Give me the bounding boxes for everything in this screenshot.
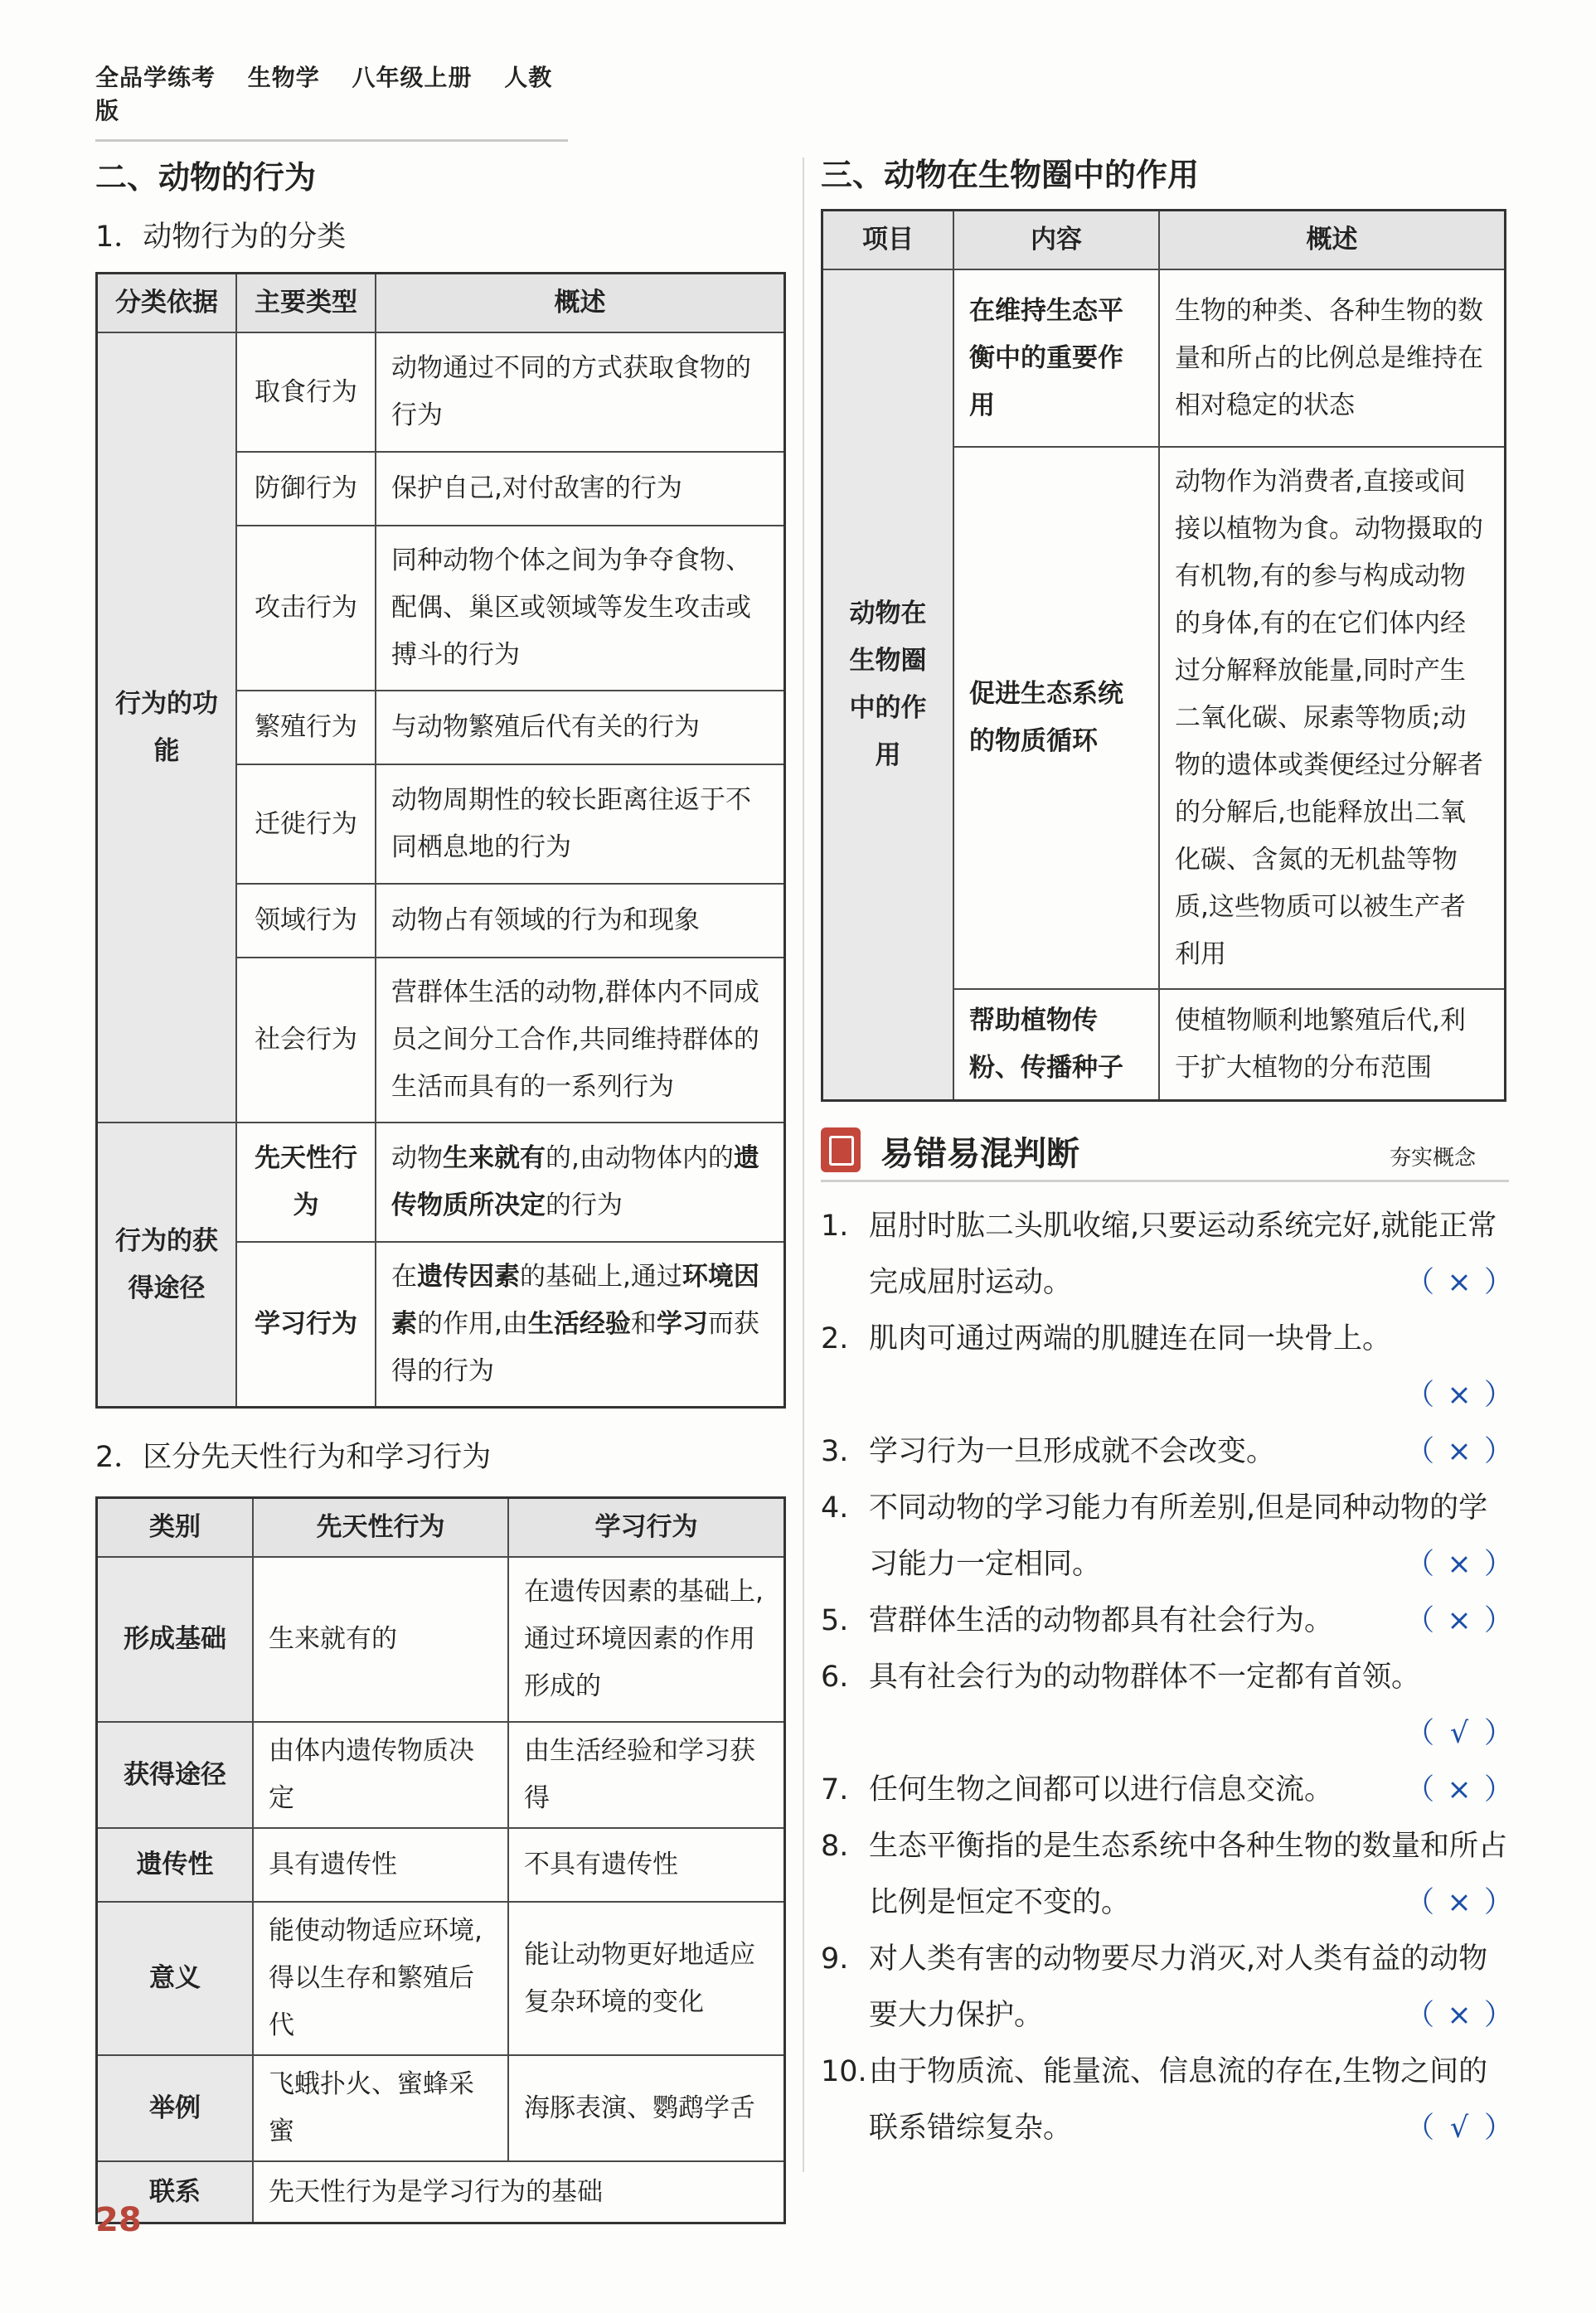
item-number: 6.	[821, 1661, 849, 1694]
list-item	[821, 1311, 1513, 1423]
answer-box: （ × ）	[1405, 1593, 1513, 1649]
list-item	[821, 1480, 1513, 1593]
desc-cell: 与动物繁殖后代有关的行为	[376, 691, 785, 764]
list-item	[821, 1423, 1513, 1480]
desc-cell: 动物占有领域的行为和现象	[376, 884, 785, 958]
category-cell: 遗传性	[97, 1828, 254, 1902]
learned-cell: 海豚表演、鹦鹉学舌	[508, 2055, 785, 2161]
list-item	[821, 1762, 1513, 1818]
innate-cell: 具有遗传性	[253, 1828, 508, 1902]
desc-innate: 动物生来就有的,由动物体内的遗传物质所决定的行为	[376, 1123, 785, 1242]
subsection-title-compare: 2．区分先天性行为和学习行为	[95, 1441, 492, 1474]
subsection-title-classification: 1．动物行为的分类	[95, 221, 347, 254]
link-cell: 先天性行为是学习行为的基础	[253, 2161, 785, 2223]
type-cell: 领域行为	[236, 884, 376, 958]
item-number: 8.	[821, 1830, 849, 1863]
answer-mark: ×	[1447, 1886, 1472, 1919]
desc-cell: 同种动物个体之间为争夺食物、配偶、巢区或领域等发生攻击或搏斗的行为	[376, 526, 785, 691]
list-item	[821, 1593, 1513, 1649]
group-acquisition: 行为的获得途径	[97, 1123, 237, 1408]
animal-roles-table	[821, 209, 1506, 1102]
item-number: 1.	[821, 1210, 849, 1243]
table-row	[97, 1123, 785, 1242]
item-text: 具有社会行为的动物群体不一定都有首领。	[869, 1661, 1421, 1694]
desc-cell: 动物作为消费者,直接或间接以植物为食。动物摄取的有机物,有的参与构成动物的身体,有的在它们体内经过分解释放能量,同时产生二氧化碳、尿素等物质;动物的遗体或粪便经过分解者的分解后,也能释放出二氧化碳、含氮的无机盐等物质,这些物质可以被生产者利用	[1159, 447, 1506, 989]
list-item	[821, 1649, 1513, 1762]
answer-box: （ × ）	[1405, 1423, 1513, 1480]
header-item: 项目	[822, 211, 954, 270]
desc-cell: 动物周期性的较长距离往返于不同栖息地的行为	[376, 764, 785, 884]
page-number: 28	[95, 2201, 142, 2239]
desc-cell: 营群体生活的动物,群体内不同成员之间分工合作,共同维持群体的生活而具有的一系列行为	[376, 958, 785, 1123]
category-cell: 联系	[97, 2161, 254, 2223]
learned-cell: 在遗传因素的基础上,通过环境因素的作用形成的	[508, 1557, 785, 1722]
header-type: 主要类型	[236, 274, 376, 333]
content-cell: 在维持生态平衡中的重要作用	[953, 269, 1159, 447]
header-summary: 概述	[376, 274, 785, 333]
learned-cell: 不具有遗传性	[508, 1828, 785, 1902]
answer-box: （ × ）	[1405, 1536, 1513, 1593]
group-function: 行为的功能	[97, 332, 237, 1123]
type-cell: 取食行为	[236, 332, 376, 452]
section-title-roles: 三、动物在生物圈中的作用	[821, 157, 1200, 193]
table-row	[97, 1722, 785, 1828]
table-row	[97, 1828, 785, 1902]
table-row	[97, 1557, 785, 1722]
desc-cell: 保护自己,对付敌害的行为	[376, 452, 785, 526]
answer-mark: ×	[1447, 1604, 1472, 1637]
banner-underline	[821, 1180, 1509, 1182]
desc-cell: 生物的种类、各种生物的数量和所占的比例总是维持在相对稳定的状态	[1159, 269, 1506, 447]
item-text: 生态平衡指的是生态系统中各种生物的数量和所占比例是恒定不变的。	[869, 1830, 1508, 1919]
header-summary: 概述	[1159, 211, 1506, 270]
answer-box: （ √ ）	[1405, 1705, 1513, 1762]
answer-box: （ √ ）	[1405, 2100, 1513, 2156]
item-number: 7.	[821, 1773, 849, 1806]
table-row	[97, 1902, 785, 2055]
answer-mark: √	[1449, 1717, 1469, 1750]
column-divider	[803, 158, 804, 2172]
list-item	[821, 1198, 1513, 1311]
type-cell: 攻击行为	[236, 526, 376, 691]
learned-cell: 能让动物更好地适应复杂环境的变化	[508, 1902, 785, 2055]
item-number: 5.	[821, 1604, 849, 1637]
item-text: 任何生物之间都可以进行信息交流。	[869, 1773, 1334, 1806]
innate-cell: 生来就有的	[253, 1557, 508, 1722]
desc-learned: 在遗传因素的基础上,通过环境因素的作用,由生活经验和学习而获得的行为	[376, 1242, 785, 1408]
answer-box: （ × ）	[1405, 1987, 1513, 2044]
roles-side-label: 动物在生物圈中的作用	[822, 269, 954, 1101]
banner-tag: 夯实概念	[1389, 1146, 1476, 1171]
grade-name: 八年级上册	[352, 64, 473, 91]
answer-mark: ×	[1447, 1435, 1472, 1468]
type-cell: 繁殖行为	[236, 691, 376, 764]
desc-cell: 动物通过不同的方式获取食物的行为	[376, 332, 785, 452]
item-number: 3.	[821, 1435, 849, 1468]
header-innate: 先天性行为	[253, 1498, 508, 1558]
header-category: 类别	[97, 1498, 254, 1558]
item-text: 由于物质流、能量流、信息流的存在,生物之间的联系错综复杂。	[869, 2055, 1488, 2145]
item-text: 营群体生活的动物都具有社会行为。	[869, 1604, 1334, 1637]
answer-mark: ×	[1447, 1266, 1472, 1299]
type-cell: 防御行为	[236, 452, 376, 526]
answer-mark: √	[1449, 2112, 1469, 2145]
item-number: 10.	[821, 2055, 867, 2088]
table-row	[97, 2055, 785, 2161]
desc-cell: 使植物顺利地繁殖后代,利于扩大植物的分布范围	[1159, 989, 1506, 1101]
answer-box: （ × ）	[1405, 1874, 1513, 1931]
learned-cell: 由生活经验和学习获得	[508, 1722, 785, 1828]
item-text: 学习行为一旦形成就不会改变。	[869, 1435, 1276, 1468]
header-basis: 分类依据	[97, 274, 237, 333]
item-number: 2.	[821, 1322, 849, 1355]
page-header	[95, 60, 568, 142]
innate-cell: 飞蛾扑火、蜜蜂采蜜	[253, 2055, 508, 2161]
answer-mark: ×	[1447, 1548, 1472, 1581]
item-text: 不同动物的学习能力有所差别,但是同种动物的学习能力一定相同。	[869, 1491, 1488, 1581]
type-cell: 迁徙行为	[236, 764, 376, 884]
answer-box: （ × ）	[1405, 1254, 1513, 1311]
book-icon	[821, 1127, 861, 1172]
item-text: 对人类有害的动物要尽力消灭,对人类有益的动物要大力保护。	[869, 1942, 1488, 2032]
edition-name: 人教版	[95, 64, 553, 124]
book-name: 全品学练考	[95, 64, 216, 91]
answer-box: （ × ）	[1405, 1367, 1513, 1423]
list-item	[821, 2044, 1513, 2156]
answer-mark: ×	[1447, 1379, 1472, 1412]
category-cell: 意义	[97, 1902, 254, 2055]
banner-title: 易错易混判断	[880, 1135, 1079, 1173]
innate-vs-learned-table	[95, 1496, 786, 2224]
answer-mark: ×	[1447, 1773, 1472, 1806]
category-cell: 形成基础	[97, 1557, 254, 1722]
type-cell: 社会行为	[236, 958, 376, 1123]
type-learned: 学习行为	[236, 1242, 376, 1408]
category-cell: 举例	[97, 2055, 254, 2161]
list-item	[821, 1931, 1513, 2044]
type-innate: 先天性行为	[236, 1123, 376, 1242]
table-row	[97, 332, 785, 452]
content-cell: 帮助植物传粉、传播种子	[953, 989, 1159, 1101]
innate-cell: 由体内遗传物质决定	[253, 1722, 508, 1828]
judgment-banner	[821, 1119, 1509, 1182]
answer-box: （ × ）	[1405, 1762, 1513, 1818]
table-row	[822, 269, 1506, 447]
item-number: 4.	[821, 1491, 849, 1525]
subject-name: 生物学	[247, 64, 320, 91]
header-content: 内容	[953, 211, 1159, 270]
judgment-list	[821, 1198, 1513, 2156]
behavior-classification-table	[95, 272, 786, 1409]
item-number: 9.	[821, 1942, 849, 1976]
answer-mark: ×	[1447, 1999, 1472, 2032]
item-text: 屈肘时肱二头肌收缩,只要运动系统完好,就能正常完成屈肘运动。	[869, 1210, 1497, 1299]
category-cell: 获得途径	[97, 1722, 254, 1828]
section-title-behavior: 二、动物的行为	[95, 159, 317, 196]
item-text: 肌肉可通过两端的肌腱连在同一块骨上。	[869, 1322, 1392, 1355]
content-cell: 促进生态系统的物质循环	[953, 447, 1159, 989]
header-learned: 学习行为	[508, 1498, 785, 1558]
list-item	[821, 1818, 1513, 1931]
table-row	[97, 2161, 785, 2223]
innate-cell: 能使动物适应环境,得以生存和繁殖后代	[253, 1902, 508, 2055]
